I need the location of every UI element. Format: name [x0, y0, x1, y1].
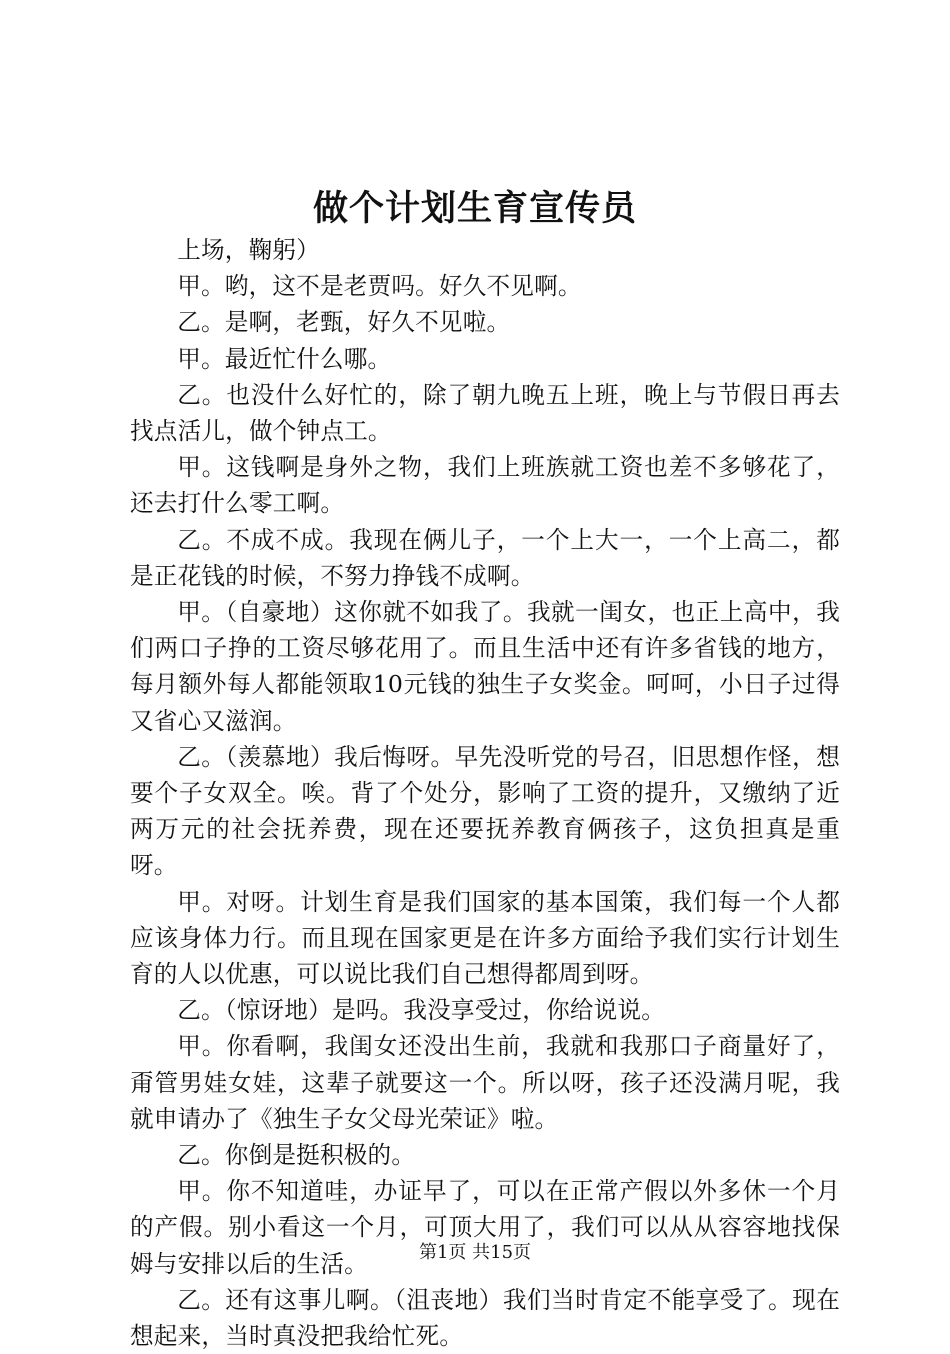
paragraph: 甲。哟，这不是老贾吗。好久不见啊。 — [177, 272, 582, 301]
paragraph: 乙。也没什么好忙的，除了朝九晚五上班，晚上与节假日再去找点活儿，做个钟点工。 — [130, 380, 840, 446]
paragraph: 甲。你看啊，我闺女还没出生前，我就和我那口子商量好了，甭管男娃女娃，这辈子就要这一个。所以呀，孩子还没满月呢，我就申请办了《独生子女父母光荣证》啦。 — [130, 1032, 840, 1133]
paragraph: 甲。（自豪地）这你就不如我了。我就一闺女，也正上高中，我们两口子挣的工资尽够花用了。而且生活中还有许多省钱的地方，每月额外每人都能领取10元钱的独生子女奖金。呵呵，小日子过得又省心又滋润。 — [130, 598, 840, 735]
paragraph: 甲。你不知道哇，办证早了，可以在正常产假以外多休一个月的产假。别小看这一个月，可顶大用了，我们可以从从容容地找保姆与安排以后的生活。 — [130, 1177, 840, 1278]
paragraph: 乙。还有这事儿啊。（沮丧地）我们当时肯定不能享受了。现在想起来，当时真没把我给忙死。 — [130, 1285, 840, 1351]
paragraph: 乙。（惊讶地）是吗。我没享受过，你给说说。 — [177, 996, 666, 1025]
paragraph: 乙。不成不成。我现在俩儿子，一个上大一，一个上高二，都是正花钱的时候，不努力挣钱不成啊。 — [130, 525, 840, 590]
document-body — [130, 232, 840, 1354]
paragraph: 乙。你倒是挺积极的。 — [177, 1141, 416, 1170]
paragraph: 甲。最近忙什么哪。 — [177, 344, 392, 373]
paragraph: 甲。对呀。计划生育是我们国家的基本国策，我们每一个人都应该身体力行。而且现在国家更是在许多方面给予我们实行计划生育的人以优惠，可以说比我们自己想得都周到呀。 — [130, 887, 840, 989]
document-title: 做个计划生育宣传员 — [312, 188, 637, 229]
paragraph: 上场，鞠躬） — [177, 236, 320, 264]
paragraph: 乙。是啊，老甄，好久不见啦。 — [177, 308, 511, 337]
paragraph: 甲。这钱啊是身外之物，我们上班族就工资也差不多够花了，还去打什么零工啊。 — [130, 453, 840, 518]
paragraph: 乙。（羡慕地）我后悔呀。早先没听党的号召，旧思想作怪，想要个子女双全。唉。背了个处分，影响了工资的提升，又缴纳了近两万元的社会抚养费，现在还要抚养教育俩孩子，这负担真是重呀。 — [130, 742, 840, 880]
page-number-footer: 第1页 共15页 — [418, 1242, 532, 1263]
